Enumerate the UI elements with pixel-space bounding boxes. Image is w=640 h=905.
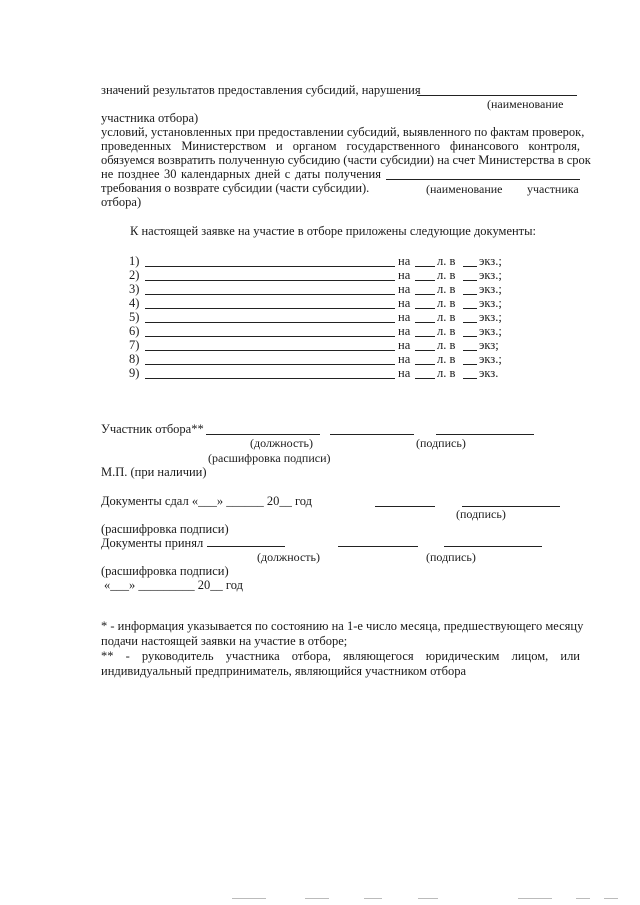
- row-sheets: л. в: [437, 268, 456, 282]
- row-sheets: л. в: [437, 352, 456, 366]
- accepted-signature-caption: (подпись): [426, 550, 476, 564]
- document-name-blank: [145, 350, 395, 351]
- copies-blank: [463, 378, 477, 379]
- accepted-decoding-caption: (расшифровка подписи): [101, 564, 229, 578]
- sheets-blank: [415, 266, 435, 267]
- scan-artifact: [364, 898, 382, 899]
- row-sheets: л. в: [437, 282, 456, 296]
- copies-blank: [463, 280, 477, 281]
- name-caption-1: (наименование: [487, 97, 564, 111]
- accepted-date: «___» _________ 20__ год: [104, 578, 243, 592]
- row-na: на: [398, 338, 411, 352]
- copies-blank: [463, 294, 477, 295]
- row-number: 4): [129, 296, 140, 310]
- document-name-blank: [145, 280, 395, 281]
- copies-blank: [463, 308, 477, 309]
- scan-artifact: [604, 898, 618, 899]
- violator-name-blank: [417, 95, 577, 96]
- row-number: 5): [129, 310, 140, 324]
- row-copies: экз.;: [479, 254, 502, 268]
- row-copies: экз.;: [479, 352, 502, 366]
- intro-line-2: участника отбора): [101, 111, 199, 125]
- row-number: 7): [129, 338, 140, 352]
- row-copies: экз.;: [479, 268, 502, 282]
- participant-decoding-blank: [436, 434, 534, 435]
- document-name-blank: [145, 364, 395, 365]
- document-name-blank: [145, 266, 395, 267]
- row-copies: экз.;: [479, 324, 502, 338]
- sheets-blank: [415, 364, 435, 365]
- row-sheets: л. в: [437, 366, 456, 380]
- row-number: 8): [129, 352, 140, 366]
- participant-label: Участник отбора**: [101, 422, 204, 436]
- row-copies: экз;: [479, 338, 499, 352]
- row-copies: экз.;: [479, 282, 502, 296]
- participant-signature-blank: [330, 434, 414, 435]
- scan-artifact: [232, 898, 266, 899]
- sheets-blank: [415, 322, 435, 323]
- sheets-blank: [415, 280, 435, 281]
- documents-heading: К настоящей заявке на участие в отборе приложены следующие документы:: [130, 224, 537, 238]
- submitted-decoding-caption: (расшифровка подписи): [101, 522, 229, 536]
- row-sheets: л. в: [437, 324, 456, 338]
- participant-position-blank: [206, 434, 320, 435]
- intro-line-4: проведенных Министерством и органом государственного финансового контроля,: [101, 139, 580, 153]
- accepted-position-caption: (должность): [257, 550, 320, 564]
- row-sheets: л. в: [437, 310, 456, 324]
- row-number: 9): [129, 366, 140, 380]
- scan-artifact: [305, 898, 329, 899]
- row-na: на: [398, 296, 411, 310]
- submitted-signature-caption: (подпись): [456, 507, 506, 521]
- accepted-position-blank: [207, 546, 285, 547]
- intro-line-6: не позднее 30 календарных дней с даты получения: [101, 167, 381, 181]
- row-sheets: л. в: [437, 296, 456, 310]
- row-number: 2): [129, 268, 140, 282]
- footnote-1-line-1: * - информация указывается по состоянию на 1-е число месяца, предшествующего месяцу: [101, 619, 584, 633]
- row-sheets: л. в: [437, 338, 456, 352]
- submitted-signature-blank: [375, 506, 435, 507]
- sheets-blank: [415, 336, 435, 337]
- accepted-signature-blank: [338, 546, 418, 547]
- intro-line-7: требования о возврате субсидии (части субсидии).: [101, 181, 370, 195]
- footnote-1: [101, 619, 584, 649]
- row-na: на: [398, 268, 411, 282]
- submitted-line: Документы сдал «___» ______ 20__ год: [101, 494, 313, 508]
- row-number: 1): [129, 254, 140, 268]
- intro-line-8: отбора): [101, 195, 142, 209]
- footnote-2-line-2: индивидуальный предприниматель, являющийся участником отбора: [101, 664, 467, 678]
- row-copies: экз.: [479, 366, 499, 380]
- row-na: на: [398, 254, 411, 268]
- row-sheets: л. в: [437, 254, 456, 268]
- accepted-decoding-blank: [444, 546, 542, 547]
- row-na: на: [398, 324, 411, 338]
- document-name-blank: [145, 322, 395, 323]
- decoding-caption: (расшифровка подписи): [208, 451, 331, 465]
- footnote-1-line-2: подачи настоящей заявки на участие в отборе;: [101, 634, 348, 648]
- intro-line-5: обязуемся возвратить полученную субсидию (части субсидии) на счет Министерства в срок: [101, 153, 591, 167]
- row-copies: экз.;: [479, 296, 502, 310]
- document-name-blank: [145, 336, 395, 337]
- footnote-2: [101, 649, 580, 679]
- copies-blank: [463, 364, 477, 365]
- stamp-label: М.П. (при наличии): [101, 465, 207, 479]
- row-na: на: [398, 282, 411, 296]
- row-number: 3): [129, 282, 140, 296]
- sheets-blank: [415, 294, 435, 295]
- row-na: на: [398, 352, 411, 366]
- row-na: на: [398, 366, 411, 380]
- sheets-blank: [415, 308, 435, 309]
- copies-blank: [463, 322, 477, 323]
- intro-line-1: значений результатов предоставления субсидий, нарушения: [101, 83, 421, 97]
- document-name-blank: [145, 378, 395, 379]
- footnote-2-line-1: ** - руководитель участника отбора, являющегося юридическим лицом, или: [101, 649, 580, 663]
- copies-blank: [463, 350, 477, 351]
- accepted-label: Документы принял: [101, 536, 204, 550]
- copies-blank: [463, 336, 477, 337]
- row-na: на: [398, 310, 411, 324]
- sheets-blank: [415, 350, 435, 351]
- name-caption-2a: (наименование: [426, 182, 503, 196]
- document-name-blank: [145, 308, 395, 309]
- scan-artifact: [518, 898, 552, 899]
- intro-line-3: условий, установленных при предоставлении субсидий, выявленного по фактам проверок,: [101, 125, 585, 139]
- scan-artifact: [576, 898, 590, 899]
- row-copies: экз.;: [479, 310, 502, 324]
- deadline-blank: [386, 179, 580, 180]
- signature-caption: (подпись): [416, 436, 466, 450]
- row-number: 6): [129, 324, 140, 338]
- position-caption: (должность): [250, 436, 313, 450]
- scan-artifact: [418, 898, 438, 899]
- sheets-blank: [415, 378, 435, 379]
- name-caption-2b: участника: [527, 182, 579, 196]
- document-name-blank: [145, 294, 395, 295]
- copies-blank: [463, 266, 477, 267]
